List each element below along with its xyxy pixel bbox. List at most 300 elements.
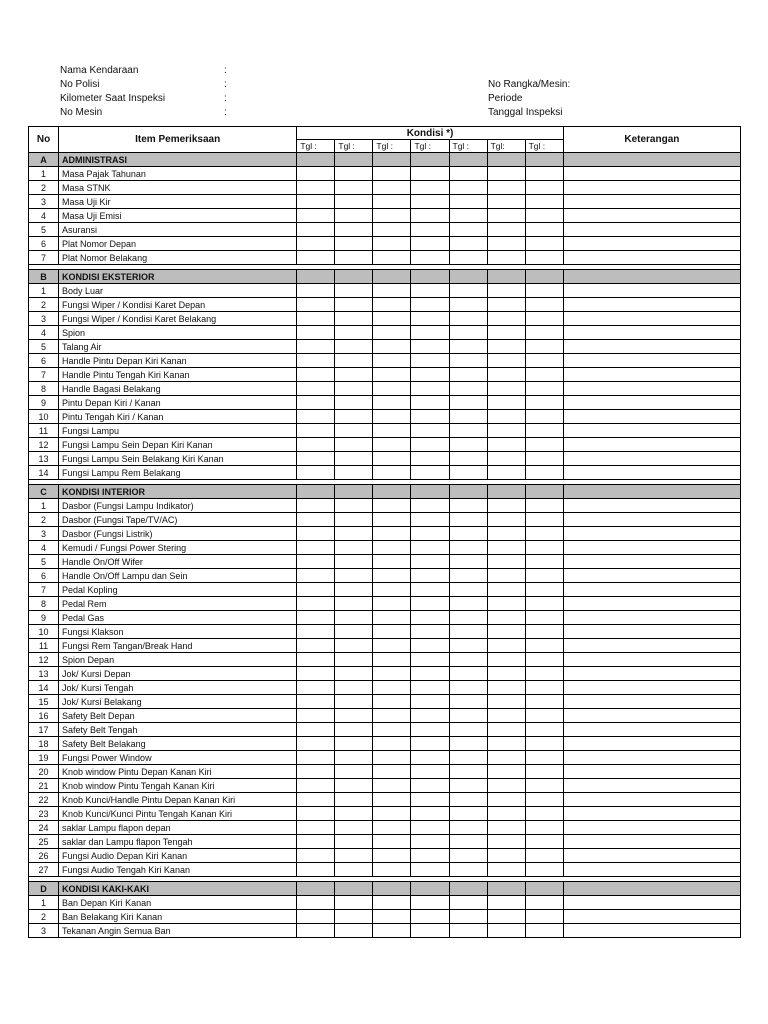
kondisi-cell[interactable] [335, 863, 373, 877]
kondisi-cell[interactable] [525, 653, 563, 667]
kondisi-cell[interactable] [487, 382, 525, 396]
kondisi-cell[interactable] [373, 653, 411, 667]
kondisi-cell[interactable] [487, 396, 525, 410]
kondisi-cell[interactable] [335, 625, 373, 639]
kondisi-cell[interactable] [449, 410, 487, 424]
kondisi-cell[interactable] [373, 625, 411, 639]
kondisi-cell[interactable] [297, 779, 335, 793]
kondisi-cell[interactable] [487, 209, 525, 223]
kondisi-cell[interactable] [449, 312, 487, 326]
kondisi-cell[interactable] [525, 555, 563, 569]
kondisi-cell[interactable] [411, 354, 449, 368]
kondisi-cell[interactable] [487, 583, 525, 597]
kondisi-cell[interactable] [487, 284, 525, 298]
kondisi-cell[interactable] [449, 326, 487, 340]
keterangan-cell[interactable] [563, 807, 740, 821]
kondisi-cell[interactable] [525, 583, 563, 597]
kondisi-cell[interactable] [525, 821, 563, 835]
kondisi-cell[interactable] [525, 723, 563, 737]
kondisi-cell[interactable] [487, 499, 525, 513]
kondisi-cell[interactable] [335, 821, 373, 835]
kondisi-cell[interactable] [411, 597, 449, 611]
kondisi-cell[interactable] [297, 167, 335, 181]
kondisi-cell[interactable] [373, 209, 411, 223]
kondisi-cell[interactable] [373, 466, 411, 480]
keterangan-cell[interactable] [563, 835, 740, 849]
kondisi-cell[interactable] [487, 251, 525, 265]
kondisi-cell[interactable] [335, 807, 373, 821]
kondisi-cell[interactable] [411, 410, 449, 424]
kondisi-cell[interactable] [449, 611, 487, 625]
kondisi-cell[interactable] [525, 424, 563, 438]
kondisi-cell[interactable] [335, 209, 373, 223]
kondisi-cell[interactable] [335, 466, 373, 480]
kondisi-cell[interactable] [335, 723, 373, 737]
kondisi-cell[interactable] [373, 410, 411, 424]
kondisi-cell[interactable] [449, 466, 487, 480]
kondisi-cell[interactable] [411, 167, 449, 181]
kondisi-cell[interactable] [297, 583, 335, 597]
kondisi-cell[interactable] [373, 723, 411, 737]
kondisi-cell[interactable] [449, 438, 487, 452]
kondisi-cell[interactable] [449, 751, 487, 765]
kondisi-cell[interactable] [411, 237, 449, 251]
kondisi-cell[interactable] [487, 653, 525, 667]
keterangan-cell[interactable] [563, 326, 740, 340]
kondisi-cell[interactable] [449, 583, 487, 597]
kondisi-cell[interactable] [487, 424, 525, 438]
kondisi-cell[interactable] [487, 181, 525, 195]
kondisi-cell[interactable] [411, 751, 449, 765]
kondisi-cell[interactable] [525, 639, 563, 653]
kondisi-cell[interactable] [449, 807, 487, 821]
kondisi-cell[interactable] [297, 382, 335, 396]
kondisi-cell[interactable] [487, 695, 525, 709]
kondisi-cell[interactable] [449, 639, 487, 653]
kondisi-cell[interactable] [449, 667, 487, 681]
kondisi-cell[interactable] [525, 251, 563, 265]
kondisi-cell[interactable] [297, 910, 335, 924]
kondisi-cell[interactable] [525, 569, 563, 583]
kondisi-cell[interactable] [525, 452, 563, 466]
kondisi-cell[interactable] [411, 382, 449, 396]
kondisi-cell[interactable] [373, 181, 411, 195]
kondisi-cell[interactable] [373, 924, 411, 938]
kondisi-cell[interactable] [487, 569, 525, 583]
kondisi-cell[interactable] [411, 251, 449, 265]
kondisi-cell[interactable] [297, 237, 335, 251]
kondisi-cell[interactable] [373, 499, 411, 513]
kondisi-cell[interactable] [335, 340, 373, 354]
kondisi-cell[interactable] [449, 896, 487, 910]
kondisi-cell[interactable] [525, 167, 563, 181]
field-no-mesin[interactable]: : [224, 107, 227, 118]
kondisi-cell[interactable] [449, 354, 487, 368]
kondisi-cell[interactable] [525, 597, 563, 611]
kondisi-cell[interactable] [525, 737, 563, 751]
kondisi-cell[interactable] [297, 312, 335, 326]
kondisi-cell[interactable] [297, 466, 335, 480]
kondisi-cell[interactable] [297, 251, 335, 265]
kondisi-cell[interactable] [373, 513, 411, 527]
kondisi-cell[interactable] [411, 667, 449, 681]
kondisi-cell[interactable] [335, 751, 373, 765]
kondisi-cell[interactable] [335, 298, 373, 312]
kondisi-cell[interactable] [449, 569, 487, 583]
kondisi-cell[interactable] [525, 298, 563, 312]
kondisi-cell[interactable] [449, 863, 487, 877]
kondisi-cell[interactable] [335, 597, 373, 611]
keterangan-cell[interactable] [563, 541, 740, 555]
keterangan-cell[interactable] [563, 910, 740, 924]
kondisi-cell[interactable] [525, 466, 563, 480]
kondisi-cell[interactable] [373, 910, 411, 924]
kondisi-cell[interactable] [525, 382, 563, 396]
kondisi-cell[interactable] [449, 251, 487, 265]
kondisi-cell[interactable] [525, 312, 563, 326]
kondisi-cell[interactable] [525, 896, 563, 910]
kondisi-cell[interactable] [297, 340, 335, 354]
kondisi-cell[interactable] [525, 924, 563, 938]
kondisi-cell[interactable] [487, 896, 525, 910]
kondisi-cell[interactable] [411, 209, 449, 223]
kondisi-cell[interactable] [297, 368, 335, 382]
kondisi-cell[interactable] [449, 195, 487, 209]
kondisi-cell[interactable] [411, 653, 449, 667]
kondisi-cell[interactable] [373, 251, 411, 265]
kondisi-cell[interactable] [411, 368, 449, 382]
kondisi-cell[interactable] [335, 251, 373, 265]
kondisi-cell[interactable] [525, 237, 563, 251]
keterangan-cell[interactable] [563, 653, 740, 667]
kondisi-cell[interactable] [487, 681, 525, 695]
kondisi-cell[interactable] [373, 354, 411, 368]
kondisi-cell[interactable] [525, 709, 563, 723]
kondisi-cell[interactable] [335, 354, 373, 368]
kondisi-cell[interactable] [487, 555, 525, 569]
kondisi-cell[interactable] [525, 751, 563, 765]
kondisi-cell[interactable] [525, 681, 563, 695]
field-nama-kendaraan[interactable]: : [224, 65, 227, 76]
kondisi-cell[interactable] [297, 737, 335, 751]
kondisi-cell[interactable] [373, 396, 411, 410]
keterangan-cell[interactable] [563, 298, 740, 312]
kondisi-cell[interactable] [335, 527, 373, 541]
kondisi-cell[interactable] [335, 835, 373, 849]
kondisi-cell[interactable] [373, 167, 411, 181]
kondisi-cell[interactable] [487, 466, 525, 480]
kondisi-cell[interactable] [373, 849, 411, 863]
kondisi-cell[interactable] [373, 765, 411, 779]
keterangan-cell[interactable] [563, 751, 740, 765]
kondisi-cell[interactable] [297, 695, 335, 709]
kondisi-cell[interactable] [449, 695, 487, 709]
kondisi-cell[interactable] [335, 382, 373, 396]
kondisi-cell[interactable] [487, 312, 525, 326]
keterangan-cell[interactable] [563, 667, 740, 681]
kondisi-cell[interactable] [487, 667, 525, 681]
kondisi-cell[interactable] [297, 396, 335, 410]
keterangan-cell[interactable] [563, 793, 740, 807]
kondisi-cell[interactable] [449, 237, 487, 251]
kondisi-cell[interactable] [525, 195, 563, 209]
keterangan-cell[interactable] [563, 223, 740, 237]
kondisi-cell[interactable] [297, 625, 335, 639]
keterangan-cell[interactable] [563, 737, 740, 751]
keterangan-cell[interactable] [563, 821, 740, 835]
kondisi-cell[interactable] [373, 751, 411, 765]
kondisi-cell[interactable] [297, 835, 335, 849]
kondisi-cell[interactable] [297, 527, 335, 541]
kondisi-cell[interactable] [487, 779, 525, 793]
kondisi-cell[interactable] [449, 298, 487, 312]
kondisi-cell[interactable] [525, 438, 563, 452]
field-no-polisi[interactable]: : [224, 79, 227, 90]
keterangan-cell[interactable] [563, 625, 740, 639]
kondisi-cell[interactable] [487, 821, 525, 835]
kondisi-cell[interactable] [411, 924, 449, 938]
kondisi-cell[interactable] [373, 223, 411, 237]
kondisi-cell[interactable] [487, 597, 525, 611]
kondisi-cell[interactable] [487, 639, 525, 653]
kondisi-cell[interactable] [487, 863, 525, 877]
kondisi-cell[interactable] [487, 438, 525, 452]
kondisi-cell[interactable] [411, 223, 449, 237]
kondisi-cell[interactable] [411, 807, 449, 821]
kondisi-cell[interactable] [373, 611, 411, 625]
kondisi-cell[interactable] [297, 849, 335, 863]
kondisi-cell[interactable] [411, 910, 449, 924]
kondisi-cell[interactable] [525, 410, 563, 424]
kondisi-cell[interactable] [373, 368, 411, 382]
kondisi-cell[interactable] [487, 737, 525, 751]
kondisi-cell[interactable] [449, 284, 487, 298]
kondisi-cell[interactable] [449, 340, 487, 354]
kondisi-cell[interactable] [411, 835, 449, 849]
kondisi-cell[interactable] [411, 611, 449, 625]
kondisi-cell[interactable] [525, 695, 563, 709]
kondisi-cell[interactable] [487, 527, 525, 541]
kondisi-cell[interactable] [373, 667, 411, 681]
keterangan-cell[interactable] [563, 466, 740, 480]
kondisi-cell[interactable] [411, 681, 449, 695]
kondisi-cell[interactable] [449, 793, 487, 807]
kondisi-cell[interactable] [373, 340, 411, 354]
kondisi-cell[interactable] [335, 396, 373, 410]
kondisi-cell[interactable] [373, 298, 411, 312]
field-kilometer[interactable]: : [224, 93, 227, 104]
kondisi-cell[interactable] [487, 765, 525, 779]
kondisi-cell[interactable] [487, 326, 525, 340]
kondisi-cell[interactable] [297, 653, 335, 667]
kondisi-cell[interactable] [487, 237, 525, 251]
kondisi-cell[interactable] [411, 555, 449, 569]
kondisi-cell[interactable] [487, 167, 525, 181]
keterangan-cell[interactable] [563, 583, 740, 597]
keterangan-cell[interactable] [563, 284, 740, 298]
keterangan-cell[interactable] [563, 499, 740, 513]
kondisi-cell[interactable] [373, 284, 411, 298]
kondisi-cell[interactable] [487, 340, 525, 354]
kondisi-cell[interactable] [525, 667, 563, 681]
keterangan-cell[interactable] [563, 639, 740, 653]
keterangan-cell[interactable] [563, 569, 740, 583]
kondisi-cell[interactable] [487, 625, 525, 639]
kondisi-cell[interactable] [411, 625, 449, 639]
kondisi-cell[interactable] [297, 438, 335, 452]
kondisi-cell[interactable] [373, 779, 411, 793]
kondisi-cell[interactable] [411, 195, 449, 209]
kondisi-cell[interactable] [411, 452, 449, 466]
kondisi-cell[interactable] [297, 793, 335, 807]
kondisi-cell[interactable] [297, 410, 335, 424]
kondisi-cell[interactable] [411, 438, 449, 452]
kondisi-cell[interactable] [449, 513, 487, 527]
kondisi-cell[interactable] [449, 424, 487, 438]
kondisi-cell[interactable] [373, 452, 411, 466]
kondisi-cell[interactable] [373, 312, 411, 326]
kondisi-cell[interactable] [411, 181, 449, 195]
kondisi-cell[interactable] [411, 896, 449, 910]
kondisi-cell[interactable] [297, 499, 335, 513]
kondisi-cell[interactable] [411, 695, 449, 709]
kondisi-cell[interactable] [525, 527, 563, 541]
kondisi-cell[interactable] [525, 910, 563, 924]
kondisi-cell[interactable] [449, 835, 487, 849]
kondisi-cell[interactable] [525, 611, 563, 625]
kondisi-cell[interactable] [373, 695, 411, 709]
kondisi-cell[interactable] [525, 863, 563, 877]
kondisi-cell[interactable] [487, 807, 525, 821]
kondisi-cell[interactable] [335, 312, 373, 326]
kondisi-cell[interactable] [335, 910, 373, 924]
kondisi-cell[interactable] [297, 326, 335, 340]
kondisi-cell[interactable] [449, 821, 487, 835]
kondisi-cell[interactable] [449, 597, 487, 611]
kondisi-cell[interactable] [411, 312, 449, 326]
kondisi-cell[interactable] [297, 298, 335, 312]
kondisi-cell[interactable] [449, 382, 487, 396]
kondisi-cell[interactable] [297, 924, 335, 938]
kondisi-cell[interactable] [487, 751, 525, 765]
kondisi-cell[interactable] [373, 737, 411, 751]
kondisi-cell[interactable] [373, 807, 411, 821]
kondisi-cell[interactable] [411, 499, 449, 513]
kondisi-cell[interactable] [411, 569, 449, 583]
kondisi-cell[interactable] [411, 779, 449, 793]
kondisi-cell[interactable] [297, 354, 335, 368]
kondisi-cell[interactable] [373, 681, 411, 695]
kondisi-cell[interactable] [297, 709, 335, 723]
kondisi-cell[interactable] [297, 751, 335, 765]
kondisi-cell[interactable] [411, 466, 449, 480]
keterangan-cell[interactable] [563, 410, 740, 424]
kondisi-cell[interactable] [297, 223, 335, 237]
kondisi-cell[interactable] [487, 541, 525, 555]
kondisi-cell[interactable] [449, 527, 487, 541]
kondisi-cell[interactable] [449, 910, 487, 924]
kondisi-cell[interactable] [525, 396, 563, 410]
kondisi-cell[interactable] [411, 513, 449, 527]
kondisi-cell[interactable] [335, 513, 373, 527]
kondisi-cell[interactable] [335, 424, 373, 438]
keterangan-cell[interactable] [563, 779, 740, 793]
kondisi-cell[interactable] [297, 541, 335, 555]
kondisi-cell[interactable] [335, 639, 373, 653]
kondisi-cell[interactable] [525, 835, 563, 849]
kondisi-cell[interactable] [525, 368, 563, 382]
keterangan-cell[interactable] [563, 195, 740, 209]
kondisi-cell[interactable] [525, 354, 563, 368]
kondisi-cell[interactable] [335, 583, 373, 597]
kondisi-cell[interactable] [411, 340, 449, 354]
kondisi-cell[interactable] [449, 765, 487, 779]
kondisi-cell[interactable] [335, 849, 373, 863]
kondisi-cell[interactable] [487, 368, 525, 382]
kondisi-cell[interactable] [335, 569, 373, 583]
kondisi-cell[interactable] [297, 513, 335, 527]
kondisi-cell[interactable] [297, 555, 335, 569]
kondisi-cell[interactable] [487, 709, 525, 723]
kondisi-cell[interactable] [373, 639, 411, 653]
kondisi-cell[interactable] [373, 555, 411, 569]
kondisi-cell[interactable] [449, 849, 487, 863]
kondisi-cell[interactable] [297, 863, 335, 877]
kondisi-cell[interactable] [335, 709, 373, 723]
kondisi-cell[interactable] [525, 807, 563, 821]
kondisi-cell[interactable] [449, 396, 487, 410]
kondisi-cell[interactable] [335, 695, 373, 709]
keterangan-cell[interactable] [563, 181, 740, 195]
kondisi-cell[interactable] [449, 181, 487, 195]
kondisi-cell[interactable] [373, 709, 411, 723]
kondisi-cell[interactable] [297, 284, 335, 298]
keterangan-cell[interactable] [563, 695, 740, 709]
kondisi-cell[interactable] [335, 167, 373, 181]
keterangan-cell[interactable] [563, 896, 740, 910]
kondisi-cell[interactable] [449, 368, 487, 382]
kondisi-cell[interactable] [373, 835, 411, 849]
kondisi-cell[interactable] [335, 181, 373, 195]
kondisi-cell[interactable] [487, 793, 525, 807]
kondisi-cell[interactable] [373, 821, 411, 835]
kondisi-cell[interactable] [297, 639, 335, 653]
kondisi-cell[interactable] [449, 499, 487, 513]
kondisi-cell[interactable] [335, 667, 373, 681]
keterangan-cell[interactable] [563, 382, 740, 396]
kondisi-cell[interactable] [411, 863, 449, 877]
kondisi-cell[interactable] [487, 223, 525, 237]
kondisi-cell[interactable] [487, 924, 525, 938]
kondisi-cell[interactable] [411, 639, 449, 653]
keterangan-cell[interactable] [563, 167, 740, 181]
kondisi-cell[interactable] [449, 625, 487, 639]
kondisi-cell[interactable] [297, 181, 335, 195]
kondisi-cell[interactable] [411, 424, 449, 438]
kondisi-cell[interactable] [411, 298, 449, 312]
kondisi-cell[interactable] [411, 723, 449, 737]
keterangan-cell[interactable] [563, 555, 740, 569]
kondisi-cell[interactable] [297, 569, 335, 583]
kondisi-cell[interactable] [525, 326, 563, 340]
keterangan-cell[interactable] [563, 723, 740, 737]
kondisi-cell[interactable] [373, 382, 411, 396]
kondisi-cell[interactable] [487, 298, 525, 312]
kondisi-cell[interactable] [449, 209, 487, 223]
kondisi-cell[interactable] [525, 209, 563, 223]
keterangan-cell[interactable] [563, 681, 740, 695]
kondisi-cell[interactable] [411, 737, 449, 751]
